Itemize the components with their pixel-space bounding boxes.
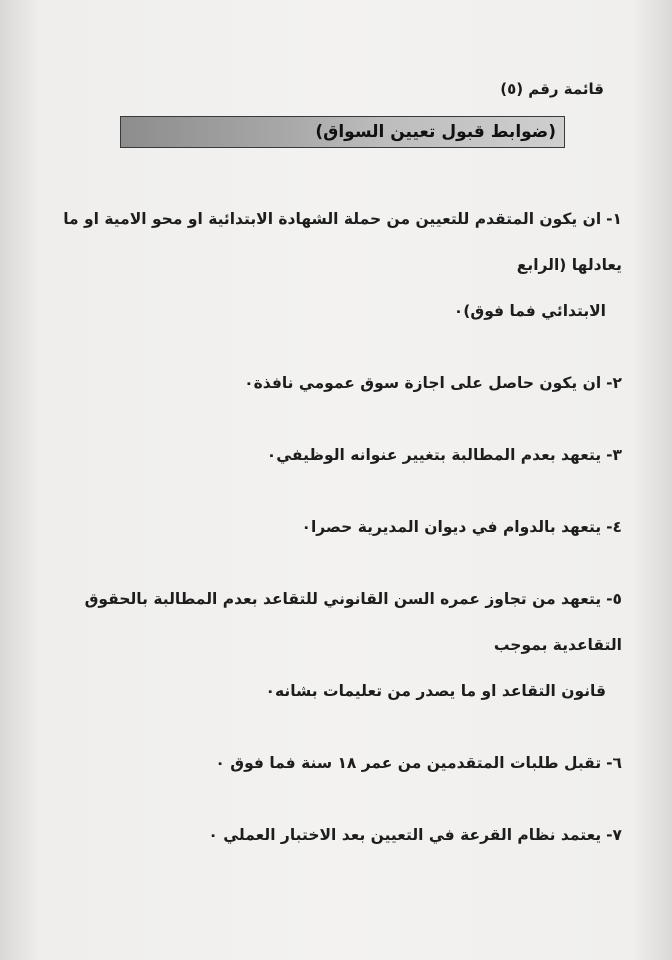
list-item-text: يتعهد بالدوام في ديوان المديرية حصرا٠ [301,518,602,536]
document-title: (ضوابط قبول تعيين السواق) [315,122,556,142]
list-item-continuation: قانون التقاعد او ما يصدر من تعليمات بشانه٠ [265,682,606,700]
list-item [52,504,622,550]
list-item-text: يعتمد نظام القرعة في التعيين بعد الاختبار العملي ٠ [208,826,602,844]
list-item [52,196,622,334]
list-number: قائمة رقم (٥) [500,80,604,98]
list-item-line [52,576,622,668]
list-item [52,360,622,406]
list-item-line [52,196,622,288]
list-item [52,576,622,714]
list-item-number: ٤- [606,518,622,536]
list-item-text: ان يكون المتقدم للتعيين من حملة الشهادة الابتدائية او محو الامية او ما يعادلها (الرابع [63,210,622,274]
list-item-text: يتعهد من تجاوز عمره السن القانوني للتقاعد بعدم المطالبة بالحقوق التقاعدية بموجب [84,590,622,654]
title-banner [120,116,565,148]
list-item-continuation: الابتدائي فما فوق)٠ [453,302,606,320]
list-item-number: ٥- [606,590,622,608]
list-item [52,740,622,786]
list-item-text: ان يكون حاصل على اجازة سوق عمومي نافذة٠ [244,374,602,392]
list-item-text: يتعهد بعدم المطالبة بتغيير عنوانه الوظيفي٠ [266,446,602,464]
conditions-list [52,196,622,884]
list-item-text: تقبل طلبات المتقدمين من عمر ١٨ سنة فما فوق ٠ [215,754,602,772]
list-item [52,812,622,858]
list-item-number: ٦- [606,754,622,772]
list-item-number: ٢- [606,374,622,392]
list-item-number: ٧- [606,826,622,844]
list-item [52,432,622,478]
list-item-number: ١- [606,210,622,228]
list-item-number: ٣- [606,446,622,464]
